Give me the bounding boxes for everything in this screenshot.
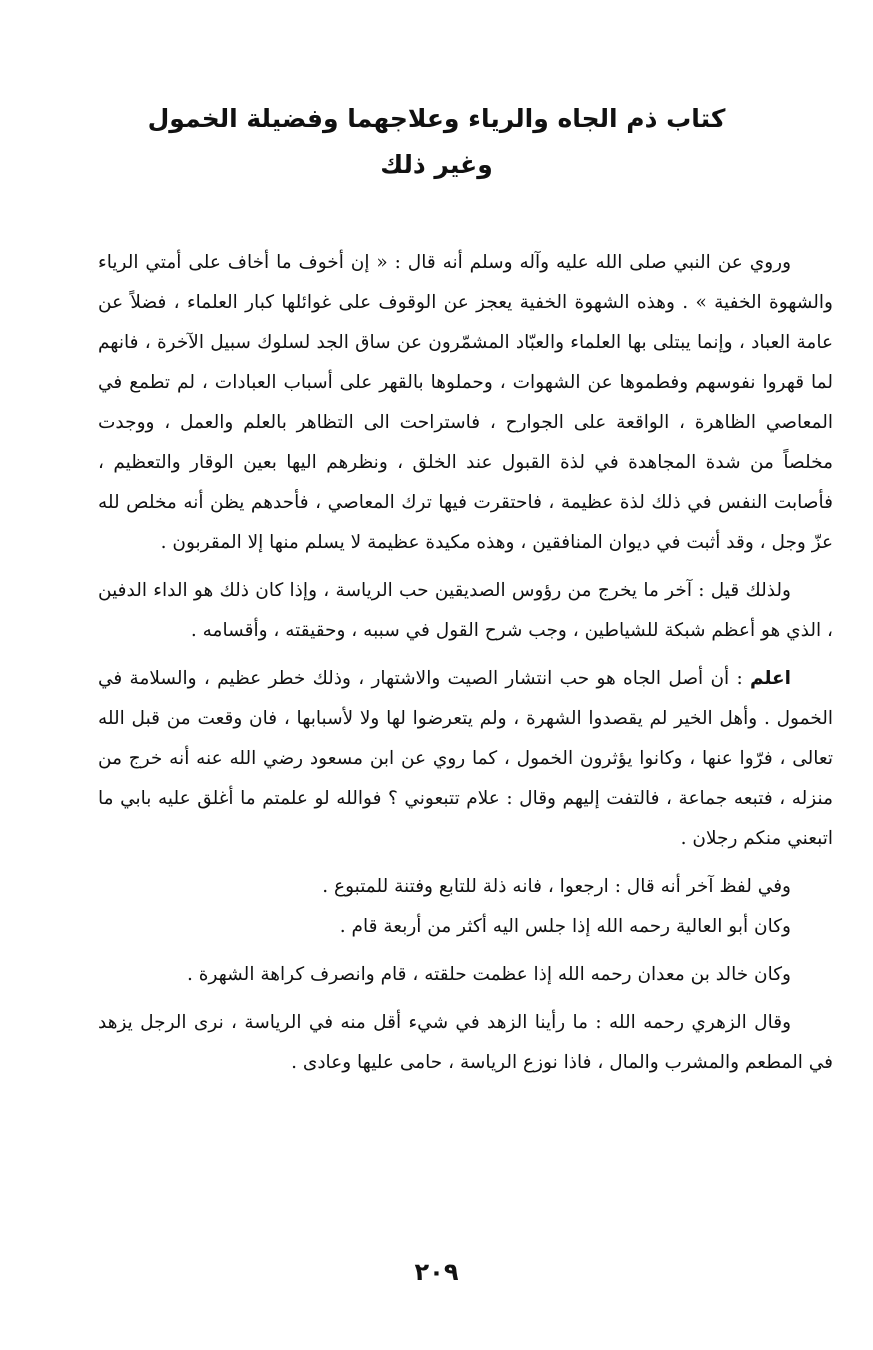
paragraph-3 [98,659,833,859]
chapter-title [60,96,813,188]
paragraph-6: وكان خالد بن معدان رحمه الله إذا عظمت حلقته ، قام وانصرف كراهة الشهرة . [186,964,791,985]
body-text [98,243,833,1091]
paragraph-3-lead-word: اعلم [749,668,791,689]
paragraph-4: وفي لفظ آخر أنه قال : ارجعوا ، فانه ذلة للتابع وفتنة للمتبوع . [322,876,791,897]
paragraph-7: وقال الزهري رحمه الله : ما رأينا الزهد في شيء أقل منه في الرياسة ، نرى الرجل يزهد في المطعم والمشرب والمال ، فاذا نوزع الرياسة ، حامى عليها وعادى . [98,1012,833,1073]
paragraph-2: ولذلك قيل : آخر ما يخرج من رؤوس الصديقين حب الرياسة ، وإذا كان ذلك هو الداء الدفين ، الذي هو أعظم شبكة للشياطين ، وجب شرح القول في سببه ، وحقيقته ، وأقسامه . [98,580,833,641]
chapter-title-line-1: كتاب ذم الجاه والرياء وعلاجهما وفضيلة الخمول [147,104,726,133]
paragraph-5: وكان أبو العالية رحمه الله إذا جلس اليه أكثر من أربعة قام . [339,916,791,937]
chapter-title-line-2: وغير ذلك [380,150,493,179]
paragraph-3-text: : أن أصل الجاه هو حب انتشار الصيت والاشتهار ، وذلك خطر عظيم ، والسلامة في الخمول . وأهل الخير لم يقصدوا الشهرة ، ولم يتعرضوا لها ولا لأسبابها ، فان وقعت من قبل الله تعالى ، فرّوا عنها ، وكانوا يؤثرون الخمول ، كما روي عن ابن مسعود رضي الله عنه أنه خرج من منزله ، فتبعه جماعة ، فالتفت إليهم وقال : علام تتبعوني ؟ فوالله لو علمتم ما أغلق عليه بابي ما اتبعني منكم رجلان . [98,668,833,849]
paragraph-1: وروي عن النبي صلى الله عليه وآله وسلم أنه قال : « إن أخوف ما أخاف على أمتي الرياء والشهوة الخفية » . وهذه الشهوة الخفية يعجز عن الوقوف على غوائلها كبار العلماء ، فضلاً عن عامة العباد ، وإنما يبتلى بها العلماء والعبّاد المشمّرون عن ساق الجد لسلوك سبيل الآخرة ، فانهم لما قهروا نفوسهم وفطموها عن الشهوات ، وحملوها بالقهر على أسباب العبادات ، لم تطمع في المعاصي الظاهرة ، الواقعة على الجوارح ، فاستراحت الى التظاهر بالعلم والعمل ، ووجدت مخلصاً من شدة المجاهدة في لذة القبول عند الخلق ، ونظرهم اليها بعين الوقار والتعظيم ، فأصابت النفس في ذلك لذة عظيمة ، فاحتقرت فيها ترك المعاصي ، فأحدهم يظن أنه مخلص لله عزّ وجل ، وقد أثبت في ديوان المنافقين ، وهذه مكيدة عظيمة لا يسلم منها إلا المقربون . [98,252,833,553]
page-number: ٢٠٩ [414,1258,459,1286]
